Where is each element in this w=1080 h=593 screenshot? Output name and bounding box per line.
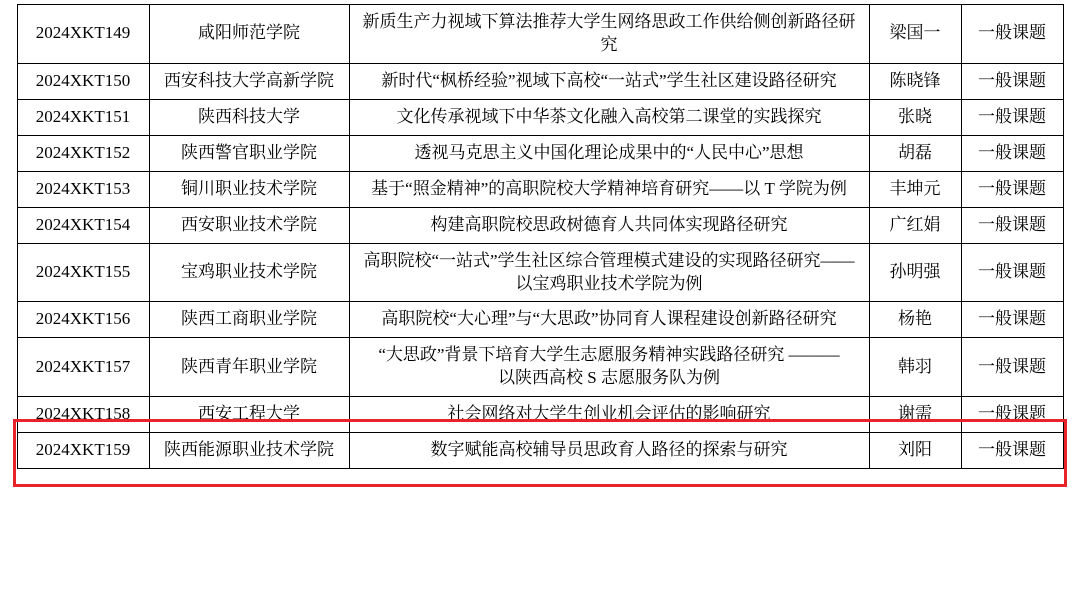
table-row [17,135,1063,171]
cell-project-title [349,433,869,469]
cell-person: 梁国一 [869,5,961,64]
cell-project-code: 2024XKT156 [17,302,149,338]
table-row [17,63,1063,99]
table-row [17,99,1063,135]
title-line-1: 构建高职院校思政树德育人共同体实现路径研究 [430,214,788,234]
cell-project-type: 一般课题 [961,433,1063,469]
cell-project-title [349,338,869,397]
cell-organization: 陕西能源职业技术学院 [149,433,349,469]
title-line-1: “大思政”背景下培育大学生志愿服务精神实践路径研究 ——— [378,345,840,365]
cell-project-title [349,207,869,243]
cell-organization: 宝鸡职业技术学院 [149,243,349,302]
cell-project-code: 2024XKT152 [17,135,149,171]
cell-project-title [349,302,869,338]
cell-organization: 陕西警官职业学院 [149,135,349,171]
title-line-1: 社会网络对大学生创业机会评估的影响研究 [447,404,771,424]
cell-organization: 陕西科技大学 [149,99,349,135]
cell-project-type: 一般课题 [961,302,1063,338]
cell-project-type: 一般课题 [961,171,1063,207]
cell-project-type: 一般课题 [961,63,1063,99]
cell-person: 孙明强 [869,243,961,302]
cell-project-title [349,243,869,302]
cell-project-title [349,63,869,99]
table-row [17,302,1063,338]
cell-person: 丰坤元 [869,171,961,207]
cell-project-type: 一般课题 [961,338,1063,397]
cell-project-type: 一般课题 [961,397,1063,433]
cell-project-title [349,397,869,433]
table-row [17,171,1063,207]
cell-project-title [349,99,869,135]
title-line-1: 高职院校“一站式”学生社区综合管理模式建设的实现路径研究—— [363,250,855,270]
cell-project-code: 2024XKT158 [17,397,149,433]
cell-project-code: 2024XKT155 [17,243,149,302]
cell-person: 广红娟 [869,207,961,243]
table-row-highlighted [17,338,1063,397]
cell-organization: 西安职业技术学院 [149,207,349,243]
cell-person: 陈晓锋 [869,63,961,99]
cell-project-title [349,171,869,207]
table-body [17,5,1063,469]
cell-person: 胡磊 [869,135,961,171]
title-line-1: 文化传承视域下中华茶文化融入高校第二课堂的实践探究 [396,106,822,126]
cell-organization: 陕西青年职业学院 [149,338,349,397]
title-line-1: 高职院校“大心理”与“大思政”协同育人课程建设创新路径研究 [381,309,837,329]
cell-person: 张晓 [869,99,961,135]
title-line-1: 透视马克思主义中国化理论成果中的“人民中心”思想 [414,142,804,162]
cell-organization: 陕西工商职业学院 [149,302,349,338]
title-line-2: 以宝鸡职业技术学院为例 [515,273,703,293]
cell-person: 韩羽 [869,338,961,397]
cell-project-code: 2024XKT151 [17,99,149,135]
cell-project-title [349,5,869,64]
cell-project-code: 2024XKT149 [17,5,149,64]
table-row [17,397,1063,433]
cell-project-code: 2024XKT159 [17,433,149,469]
cell-organization: 西安科技大学高新学院 [149,63,349,99]
cell-project-type: 一般课题 [961,243,1063,302]
table-row [17,5,1063,64]
title-line-1: 基于“照金精神”的高职院校大学精神培育研究——以 T 学院为例 [371,178,847,198]
title-line-1: 新质生产力视域下算法推荐大学生网络思政工作供给侧创新路径研究 [362,12,856,54]
cell-project-title [349,135,869,171]
table-row [17,207,1063,243]
cell-project-code: 2024XKT154 [17,207,149,243]
cell-organization: 咸阳师范学院 [149,5,349,64]
table-row [17,243,1063,302]
cell-person: 刘阳 [869,433,961,469]
cell-project-type: 一般课题 [961,207,1063,243]
cell-project-code: 2024XKT153 [17,171,149,207]
table-row [17,433,1063,469]
cell-organization: 西安工程大学 [149,397,349,433]
title-line-2: 以陕西高校 S 志愿服务队为例 [498,368,720,388]
cell-person: 杨艳 [869,302,961,338]
cell-project-type: 一般课题 [961,99,1063,135]
cell-project-code: 2024XKT150 [17,63,149,99]
cell-project-type: 一般课题 [961,135,1063,171]
cell-person: 谢需 [869,397,961,433]
cell-project-type: 一般课题 [961,5,1063,64]
cell-project-code: 2024XKT157 [17,338,149,397]
title-line-1: 数字赋能高校辅导员思政育人路径的探索与研究 [430,440,788,460]
project-list-table [17,4,1064,469]
title-line-1: 新时代“枫桥经验”视域下高校“一站式”学生社区建设路径研究 [381,70,837,90]
cell-organization: 铜川职业技术学院 [149,171,349,207]
